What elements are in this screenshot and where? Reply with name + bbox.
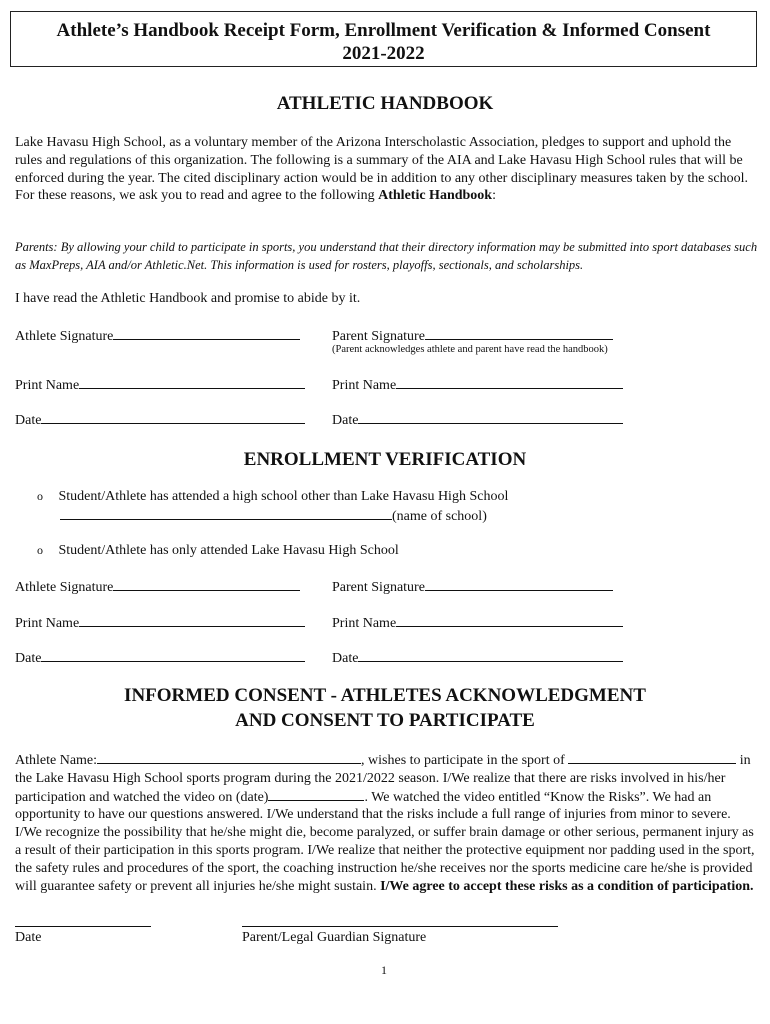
school-name-line[interactable] xyxy=(60,507,392,520)
consent-heading-line1: INFORMED CONSENT - ATHLETES ACKNOWLEDGMENT xyxy=(124,685,646,706)
date-line[interactable] xyxy=(41,649,305,662)
print-name-label: Print Name xyxy=(332,616,397,631)
enrollment-athlete-print-name[interactable] xyxy=(15,614,305,632)
handbook-athlete-date[interactable] xyxy=(15,411,305,429)
sport-line[interactable] xyxy=(568,751,736,764)
print-name-label: Print Name xyxy=(332,378,397,393)
handbook-intro-text: Lake Havasu High School, as a voluntary member of the Arizona Interscholastic Association, pledges to support and uphold the rules and regulations of this organization. The following is a summary of the AIA and Lake Havasu High School rules that will be enforced during the year. The cited disciplinary action would be in addition to any other disciplinary measures taken by the school. For these reasons, we ask you to read and agree to the following xyxy=(15,135,748,204)
school-name-suffix: (name of school) xyxy=(392,509,487,524)
parents-note: Parents: By allowing your child to participate in sports, you understand that their directory information may be submitted into sport databases such as MaxPreps, AIA and/or Athletic.Net. This information is used for rosters, playoffs, sectionals, and scholarships. xyxy=(15,240,758,272)
handbook-athlete-signature[interactable] xyxy=(15,327,300,345)
date-label: Date xyxy=(15,651,42,666)
handbook-intro-bold: Athletic Handbook xyxy=(378,188,493,204)
form-title: Athlete’s Handbook Receipt Form, Enrollment Verification & Informed Consent xyxy=(56,20,711,41)
form-title-box xyxy=(10,11,757,67)
consent-date-line[interactable] xyxy=(15,926,151,927)
option-other-school-label: Student/Athlete has attended a high school other than Lake Havasu High School xyxy=(58,489,509,504)
athlete-signature-label: Athlete Signature xyxy=(15,580,114,595)
print-name-line[interactable] xyxy=(79,614,305,627)
print-name-line[interactable] xyxy=(396,376,623,389)
parent-signature-line[interactable] xyxy=(425,327,613,340)
form-year: 2021-2022 xyxy=(342,43,425,64)
option-only-lhhs[interactable] xyxy=(37,543,399,559)
handbook-parent-signature[interactable] xyxy=(332,327,613,345)
enrollment-athlete-signature[interactable] xyxy=(15,578,300,596)
page-number: 1 xyxy=(381,963,387,977)
enrollment-parent-print-name[interactable] xyxy=(332,614,623,632)
print-name-line[interactable] xyxy=(79,376,305,389)
checkbox-bullet-icon[interactable]: o xyxy=(37,543,43,557)
date-label: Date xyxy=(332,651,359,666)
date-label: Date xyxy=(15,413,42,428)
athlete-signature-line[interactable] xyxy=(113,327,300,340)
handbook-parent-print-name[interactable] xyxy=(332,376,623,394)
handbook-athlete-print-name[interactable] xyxy=(15,376,305,394)
other-school-name-field[interactable] xyxy=(60,507,487,525)
athlete-name-label: Athlete Name: xyxy=(15,753,98,768)
enrollment-parent-date[interactable] xyxy=(332,649,623,667)
promise-text: I have read the Athletic Handbook and promise to abide by it. xyxy=(15,291,361,306)
print-name-label: Print Name xyxy=(15,378,80,393)
consent-heading-line2: AND CONSENT TO PARTICIPATE xyxy=(235,710,535,731)
print-name-label: Print Name xyxy=(15,616,80,631)
parent-acknowledge-note: (Parent acknowledges athlete and parent have read the handbook) xyxy=(332,344,608,355)
date-label: Date xyxy=(332,413,359,428)
handbook-intro-end: : xyxy=(492,188,496,204)
consent-text-c: . We watched the video entitled “Know the Risks”. We had an opportunity to have our questions answered. I/We understand that the risks include a full range of injuries from minor to severe. I/We recognize the possibility that he/she might die, become paralyzed, or suffer brain damage or other serious, permanent injury as a result of their participation in this sports program. I/We realize that neither the protective equipment nor padding used in the sport, the safety rules and procedures of the sport, the coaching instruction he/she receives nor the sports medicine care he/she is provided will guarantee safety or prevent all injuries he/she might sustain. xyxy=(15,789,755,894)
enrollment-heading: ENROLLMENT VERIFICATION xyxy=(243,449,527,470)
guardian-signature-line[interactable] xyxy=(242,926,558,927)
parent-signature-label: Parent Signature xyxy=(332,580,425,595)
athlete-signature-label: Athlete Signature xyxy=(15,329,114,344)
enrollment-parent-signature[interactable] xyxy=(332,578,613,596)
option-other-school[interactable] xyxy=(37,489,508,505)
date-line[interactable] xyxy=(358,649,623,662)
consent-text-a: , wishes to participate in the sport of xyxy=(361,753,565,768)
consent-text-b: in the Lake Havasu High School sports program during the 2021/2022 season. I/We realize that there are risks involved in his/her participation and watched the video on (date) xyxy=(15,753,751,805)
date-line[interactable] xyxy=(41,411,305,424)
consent-accept-bold: I/We agree to accept these risks as a condition of participation. xyxy=(380,878,754,894)
handbook-intro xyxy=(15,134,755,205)
checkbox-bullet-icon[interactable]: o xyxy=(37,489,43,503)
option-only-lhhs-label: Student/Athlete has only attended Lake Havasu High School xyxy=(58,543,399,558)
consent-paragraph xyxy=(15,751,755,895)
parent-signature-label: Parent Signature xyxy=(332,329,425,344)
athlete-signature-line[interactable] xyxy=(113,578,300,591)
date-line[interactable] xyxy=(358,411,623,424)
parent-signature-line[interactable] xyxy=(425,578,613,591)
enrollment-athlete-date[interactable] xyxy=(15,649,305,667)
guardian-signature-label: Parent/Legal Guardian Signature xyxy=(242,930,427,945)
handbook-parent-date[interactable] xyxy=(332,411,623,429)
athlete-name-line[interactable] xyxy=(97,751,361,764)
video-date-line[interactable] xyxy=(268,788,364,801)
consent-date-label: Date xyxy=(15,930,42,945)
handbook-heading: ATHLETIC HANDBOOK xyxy=(276,93,494,114)
print-name-line[interactable] xyxy=(396,614,623,627)
